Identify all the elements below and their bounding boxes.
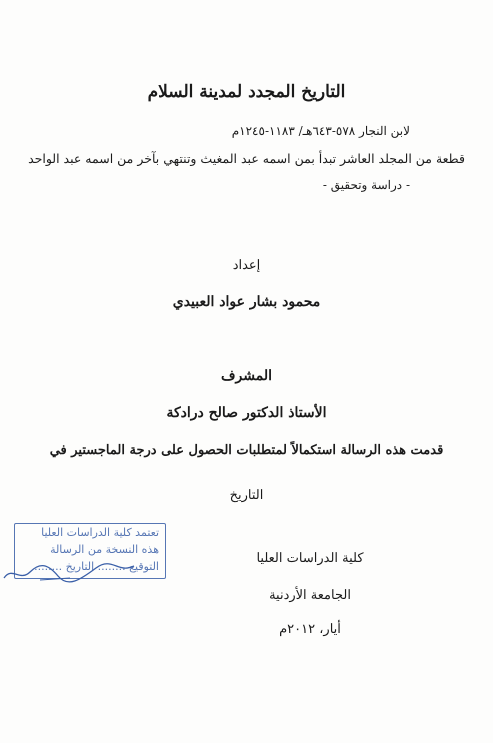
stamp-line-1: تعتمد كلية الدراسات العليا bbox=[41, 526, 159, 539]
degree-field: التاريخ bbox=[229, 488, 264, 503]
thesis-title: التاريخ المجدد لمدينة السلام bbox=[147, 82, 346, 102]
author-dates: لابن النجار ٥٧٨-٦٤٣هـ/ ١١٨٣-١٢٤٥م bbox=[231, 124, 410, 138]
study-label: - دراسة وتحقيق - bbox=[322, 178, 410, 192]
handwritten-signature bbox=[0, 556, 140, 586]
supervisor-label: المشرف bbox=[221, 368, 272, 384]
faculty-name: كلية الدراسات العليا bbox=[256, 551, 364, 566]
thesis-description: قطعة من المجلد العاشر تبدأ بمن اسمه عبد المغيث وتنتهي بآخر من اسمه عبد الواحد bbox=[28, 151, 465, 166]
student-name: محمود بشار عواد العبيدي bbox=[172, 294, 321, 310]
submission-statement: قدمت هذه الرسالة استكمالاً لمتطلبات الحصول على درجة الماجستير في bbox=[49, 443, 444, 458]
supervisor-name: الأستاذ الدكتور صالح درادكة bbox=[166, 405, 327, 421]
submission-date: أيار، ٢٠١٢م bbox=[279, 622, 341, 637]
university-name: الجامعة الأردنية bbox=[269, 588, 351, 603]
signature-scribble-icon bbox=[0, 556, 140, 586]
stamp-line-2: هذه النسخة من الرسالة bbox=[50, 543, 159, 556]
stamp-line-3: التوقيع ........ التاريخ ........ bbox=[34, 560, 159, 573]
prepared-by-label: إعداد bbox=[232, 258, 261, 273]
